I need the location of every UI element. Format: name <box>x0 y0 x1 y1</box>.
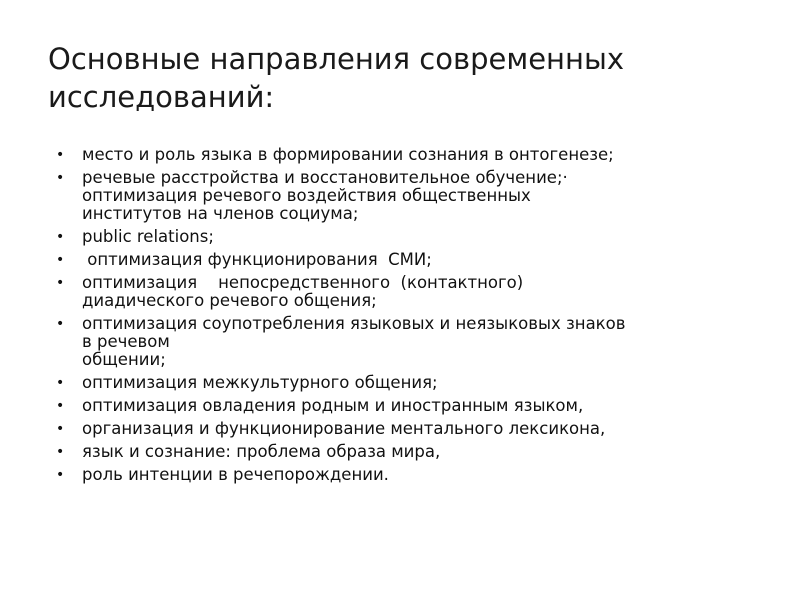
list-item <box>56 466 766 484</box>
list-item-text: оптимизация межкультурного общения; <box>82 373 438 392</box>
slide-title-line: исследований: <box>48 80 275 114</box>
bullet-icon: • <box>56 252 65 268</box>
list-item-text: оптимизация овладения родным и иностранным языком, <box>82 396 584 415</box>
list-item-text: оптимизация непосредственного (контактного) <box>82 273 524 292</box>
list-item <box>56 315 766 369</box>
list-item-text: место и роль языка в формировании сознания в онтогенезе; <box>82 145 614 164</box>
list-item-text: диадического речевого общения; <box>82 291 377 310</box>
slide-title-line: Основные направления современных <box>48 42 625 76</box>
bullet-icon: • <box>56 467 65 483</box>
bullet-icon: • <box>56 229 65 245</box>
list-item <box>56 169 766 223</box>
list-item <box>56 251 766 269</box>
list-item-text: оптимизация речевого воздействия общественных <box>82 186 531 205</box>
list-item <box>56 228 766 246</box>
list-item-text: институтов на членов социума; <box>82 204 359 223</box>
list-item-text: организация и функционирование ментального лексикона, <box>82 419 606 438</box>
list-item <box>56 146 766 164</box>
list-item-text: речевые расстройства и восстановительное обучение;· <box>82 168 568 187</box>
bullet-icon: • <box>56 316 65 332</box>
list-item <box>56 443 766 461</box>
bullet-icon: • <box>56 170 65 186</box>
bullet-icon: • <box>56 421 65 437</box>
list-item <box>56 274 766 310</box>
list-item <box>56 420 766 438</box>
list-item-text: язык и сознание: проблема образа мира, <box>82 442 441 461</box>
list-item-text: роль интенции в речепорождении. <box>82 465 389 484</box>
bullet-list <box>56 146 766 489</box>
list-item-text: public relations; <box>82 227 214 246</box>
list-item-text: оптимизация функционирования СМИ; <box>82 250 432 269</box>
bullet-icon: • <box>56 375 65 391</box>
bullet-icon: • <box>56 147 65 163</box>
bullet-icon: • <box>56 398 65 414</box>
list-item <box>56 397 766 415</box>
list-item <box>56 374 766 392</box>
bullet-icon: • <box>56 275 65 291</box>
slide-title <box>48 40 748 116</box>
list-item-text: в речевом <box>82 332 170 351</box>
list-item-text: общении; <box>82 350 166 369</box>
list-item-text: оптимизация соупотребления языковых и неязыковых знаков <box>82 314 626 333</box>
bullet-icon: • <box>56 444 65 460</box>
